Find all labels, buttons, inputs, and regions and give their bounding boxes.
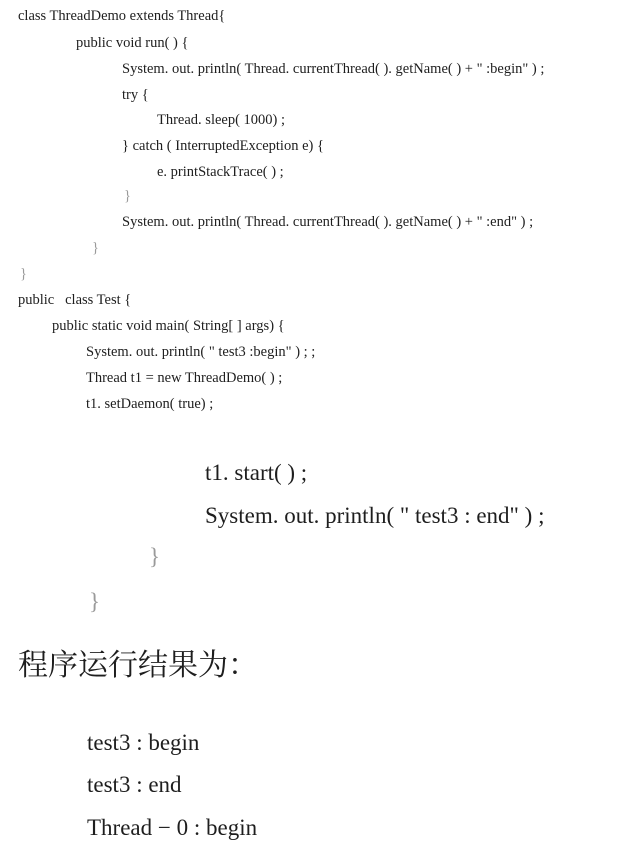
code-line: System. out. println( Thread. currentThread( ). getName( ) + " :begin" ) ;: [122, 61, 545, 77]
code-line: System. out. println( " test3 :begin" ) ; ;: [86, 344, 316, 360]
closing-brace: }: [20, 266, 27, 282]
code-line-large: t1. start( ) ;: [205, 460, 308, 485]
code-line: public static void main( String[ ] args) {: [52, 318, 285, 334]
closing-brace: }: [89, 589, 101, 614]
code-line: } catch ( InterruptedException e) {: [122, 138, 324, 154]
code-line: public class Test {: [18, 292, 132, 308]
output-line: test3 : begin: [87, 730, 200, 755]
code-line: try {: [122, 87, 149, 103]
closing-brace: }: [92, 240, 99, 256]
code-line: System. out. println( Thread. currentThread( ). getName( ) + " :end" ) ;: [122, 214, 534, 230]
output-line: test3 : end: [87, 772, 182, 797]
closing-brace: }: [124, 188, 131, 204]
code-line: t1. setDaemon( true) ;: [86, 396, 214, 412]
code-line: Thread t1 = new ThreadDemo( ) ;: [86, 370, 283, 386]
output-line: Thread − 0 : begin: [87, 815, 258, 840]
code-line: Thread. sleep( 1000) ;: [157, 112, 286, 128]
code-line: e. printStackTrace( ) ;: [157, 164, 284, 180]
code-line: public void run( ) {: [76, 35, 189, 51]
code-line-large: System. out. println( " test3 : end" ) ;: [205, 503, 545, 528]
result-heading: 程序运行结果为：: [18, 649, 258, 682]
closing-brace: }: [149, 544, 161, 569]
code-line: class ThreadDemo extends Thread{: [18, 8, 226, 24]
